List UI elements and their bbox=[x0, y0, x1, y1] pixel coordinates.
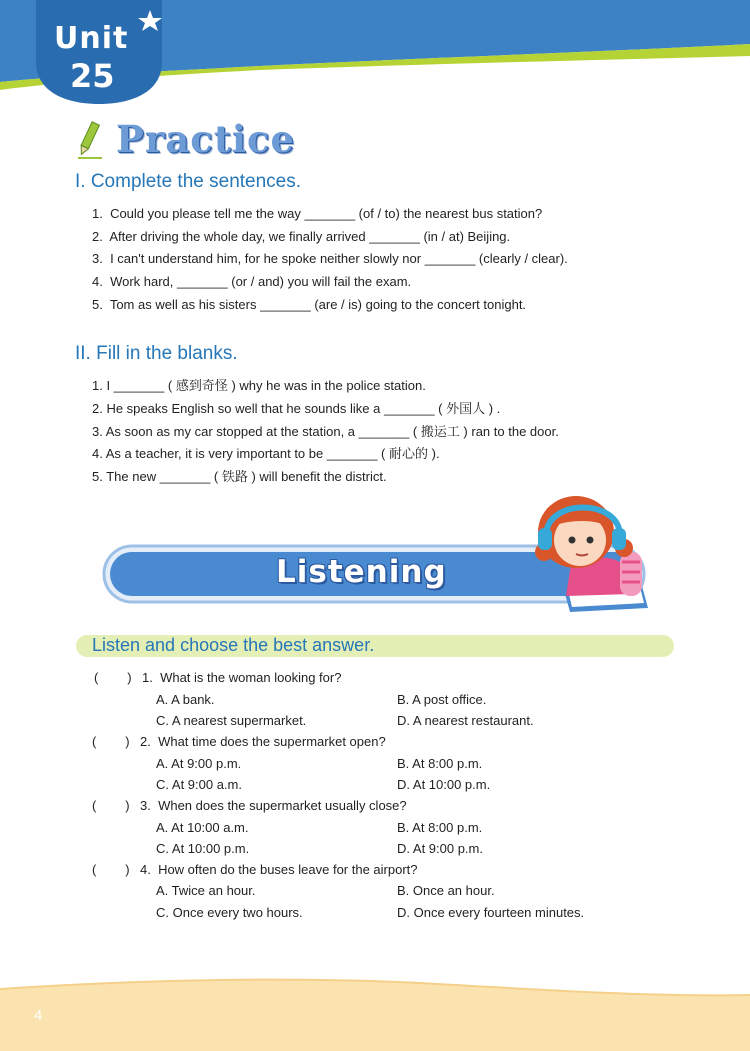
section-1-item: 4. Work hard, _______ (or / and) you will fail the exam. bbox=[92, 274, 412, 289]
practice-title: Practice bbox=[116, 117, 296, 161]
question-text: 4. How often do the buses leave for the airport? bbox=[140, 862, 418, 877]
footer-band bbox=[0, 975, 750, 1051]
answer-paren[interactable]: ( ) bbox=[92, 734, 130, 749]
section-1-item: 1. Could you please tell me the way _______ (of / to) the nearest bus station? bbox=[92, 206, 543, 221]
option-b: B. A post office. bbox=[397, 692, 487, 707]
option-b: B. Once an hour. bbox=[397, 883, 495, 898]
listening-instruction: Listen and choose the best answer. bbox=[92, 635, 375, 655]
section-2-item: 4. As a teacher, it is very important to be _______ ( 耐心的 ). bbox=[92, 446, 440, 461]
question-text: 1. What is the woman looking for? bbox=[142, 670, 342, 685]
girl-headphones-illustration bbox=[524, 490, 654, 616]
option-a: A. At 9:00 p.m. bbox=[156, 756, 242, 771]
answer-paren[interactable]: ( ) bbox=[92, 862, 130, 877]
page-number: 4 bbox=[34, 1007, 43, 1024]
section-1-heading: I. Complete the sentences. bbox=[75, 171, 302, 192]
answer-paren[interactable]: ( ) bbox=[94, 670, 132, 685]
option-b: B. At 8:00 p.m. bbox=[397, 820, 483, 835]
option-d: D. Once every fourteen minutes. bbox=[397, 905, 585, 920]
section-1-item: 5. Tom as well as his sisters _______ (are / is) going to the concert tonight. bbox=[92, 297, 527, 312]
pencil-icon bbox=[74, 120, 104, 160]
unit-number: 25 bbox=[70, 57, 115, 95]
listening-title: Listening bbox=[276, 554, 447, 590]
section-2-item: 2. He speaks English so well that he sounds like a _______ ( 外国人 ) . bbox=[92, 401, 501, 416]
section-2-item: 1. I _______ ( 感到奇怪 ) why he was in the police station. bbox=[92, 378, 426, 393]
unit-label: Unit bbox=[54, 21, 129, 56]
option-d: D. At 10:00 p.m. bbox=[397, 777, 491, 792]
section-2-heading: II. Fill in the blanks. bbox=[75, 343, 238, 364]
option-d: D. At 9:00 p.m. bbox=[397, 841, 483, 856]
section-1-item: 2. After driving the whole day, we finally arrived _______ (in / at) Beijing. bbox=[92, 229, 511, 244]
question-text: 2. What time does the supermarket open? bbox=[140, 734, 386, 749]
section-2-item: 5. The new _______ ( 铁路 ) will benefit the district. bbox=[92, 469, 387, 484]
option-a: A. A bank. bbox=[156, 692, 215, 707]
answer-paren[interactable]: ( ) bbox=[92, 798, 130, 813]
option-d: D. A nearest restaurant. bbox=[397, 713, 534, 728]
section-1-item: 3. I can't understand him, for he spoke neither slowly nor _______ (clearly / clear). bbox=[92, 251, 568, 266]
option-c: C. Once every two hours. bbox=[156, 905, 303, 920]
section-2-item: 3. As soon as my car stopped at the station, a _______ ( 搬运工 ) ran to the door. bbox=[92, 424, 559, 439]
option-c: C. At 9:00 a.m. bbox=[156, 777, 242, 792]
option-c: C. A nearest supermarket. bbox=[156, 713, 307, 728]
question-text: 3. When does the supermarket usually close? bbox=[140, 798, 407, 813]
option-c: C. At 10:00 p.m. bbox=[156, 841, 250, 856]
option-a: A. At 10:00 a.m. bbox=[156, 820, 249, 835]
option-a: A. Twice an hour. bbox=[156, 883, 256, 898]
option-b: B. At 8:00 p.m. bbox=[397, 756, 483, 771]
